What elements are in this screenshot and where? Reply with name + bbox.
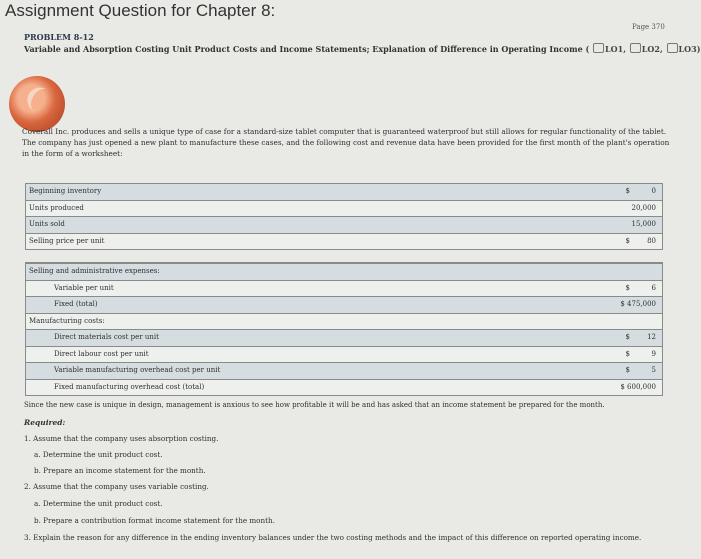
row-value: 9: [651, 349, 656, 358]
table-row: [25, 330, 663, 347]
table-row: [25, 234, 663, 251]
link-icon[interactable]: [630, 43, 641, 53]
row-label: Units produced: [29, 203, 84, 212]
lo-1[interactable]: LO1,: [605, 44, 626, 54]
row-value: 0: [651, 187, 656, 195]
row-label: Direct materials cost per unit: [54, 333, 159, 341]
row-label: Direct labour cost per unit: [54, 349, 149, 358]
problem-title: [24, 43, 701, 54]
required-item-1b: b. Prepare an income statement for the month.: [34, 466, 206, 475]
problem-image: [9, 76, 65, 132]
row-value: 6: [651, 283, 656, 292]
table-row: [25, 363, 663, 380]
table-row: [25, 314, 663, 331]
required-heading: Required:: [24, 418, 66, 427]
row-label: Units sold: [29, 220, 65, 228]
row-label: Beginning inventory: [29, 187, 102, 195]
row-value: $ 600,000: [620, 382, 656, 391]
table-row: [25, 297, 663, 314]
lo-2[interactable]: LO2,: [641, 44, 663, 54]
worksheet-table: [25, 183, 663, 396]
row-label: Variable manufacturing overhead cost per unit: [54, 366, 221, 374]
table-row: [25, 347, 663, 364]
row-label: Fixed (total): [54, 300, 98, 308]
problem-title-text: Variable and Absorption Costing Unit Product Costs and Income Statements; Explanation of Difference in Operating Income: [24, 44, 583, 54]
required-item-1: 1. Assume that the company uses absorption costing.: [24, 434, 219, 443]
row-currency: $: [625, 366, 630, 374]
table-row: [25, 281, 663, 298]
required-item-2: 2. Assume that the company uses variable costing.: [24, 482, 209, 491]
link-icon[interactable]: [593, 43, 604, 53]
row-label: Selling price per unit: [29, 236, 105, 245]
row-value: 5: [651, 366, 656, 374]
lo-3[interactable]: LO3: [678, 44, 697, 54]
row-currency: $: [625, 187, 630, 195]
row-currency: $: [625, 349, 630, 358]
row-value: $ 475,000: [620, 300, 656, 308]
assignment-heading: Assignment Question for Chapter 8:: [5, 1, 276, 20]
required-item-1a: a. Determine the unit product cost.: [34, 450, 163, 459]
required-item-2a: a. Determine the unit product cost.: [34, 499, 163, 508]
row-value: 80: [647, 236, 656, 245]
intro-paragraph: Coverall Inc. produces and sells a unique type of case for a standard-size tablet computer that is guaranteed waterproof but still allows for regular functionality of the tablet. The company has just opened a new plant to manufacture these cases, and the following cost and revenue data have been provided for the first month of the plant's operation in the form of a worksheet:: [22, 127, 670, 158]
row-value: 20,000: [631, 203, 656, 212]
row-label: Variable per unit: [54, 283, 114, 292]
row-currency: $: [625, 236, 630, 245]
row-label: Fixed manufacturing overhead cost (total): [54, 382, 205, 391]
row-label: Manufacturing costs:: [29, 316, 105, 325]
table-row: [25, 217, 663, 234]
required-item-3: 3. Explain the reason for any difference in the ending inventory balances under the two costing methods and the impact of this difference on reported operating income.: [24, 533, 642, 542]
table-row: [25, 183, 663, 201]
link-icon[interactable]: [667, 43, 678, 53]
row-label: Selling and administrative expenses:: [29, 267, 160, 275]
row-value: 15,000: [631, 220, 656, 228]
since-text: Since the new case is unique in design, management is anxious to see how profitable it will be and has asked that an income statement be prepared for the month.: [24, 401, 605, 409]
row-value: 12: [647, 333, 656, 341]
table-row: [25, 263, 663, 281]
row-currency: $: [625, 333, 630, 341]
table-spacer: [25, 250, 663, 263]
row-currency: $: [625, 283, 630, 292]
table-row: [25, 380, 663, 397]
page-number: Page 370: [632, 23, 665, 31]
learning-objectives: ( LO1, LO2, LO3): [585, 44, 701, 54]
required-item-2b: b. Prepare a contribution format income statement for the month.: [34, 516, 275, 525]
problem-code: PROBLEM 8-12: [24, 32, 94, 42]
table-row: [25, 201, 663, 218]
